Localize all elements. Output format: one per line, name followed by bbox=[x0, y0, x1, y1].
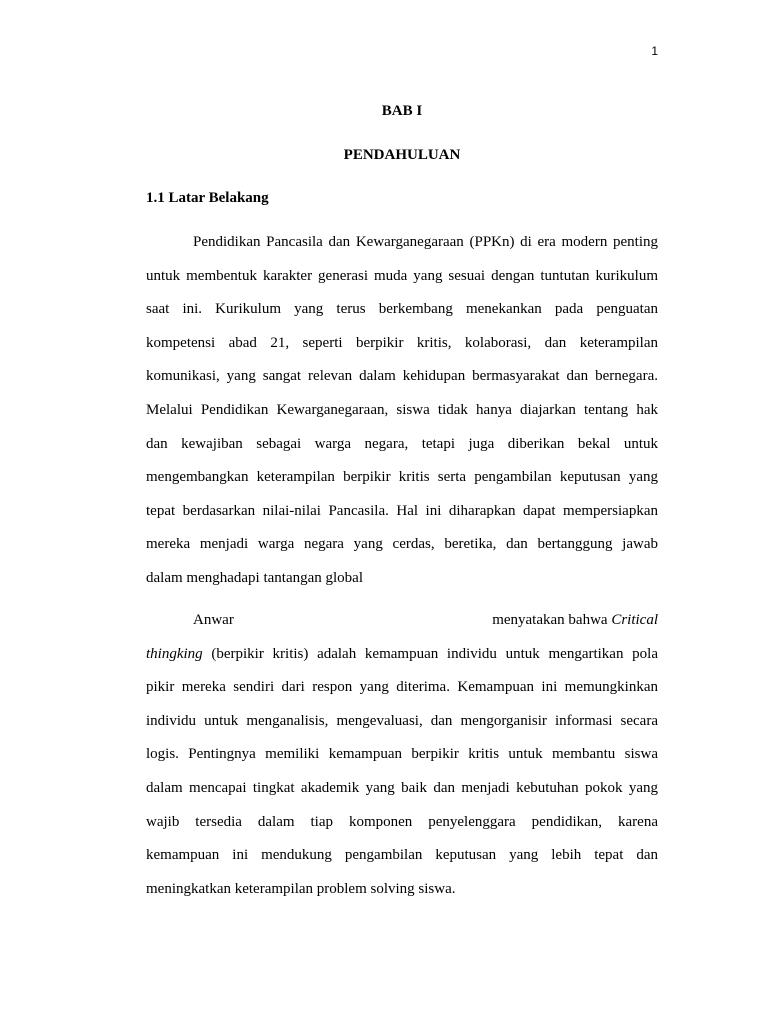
paragraph-line: pikir mereka sendiri dari respon yang diterima. Kemampuan ini memungkinkan bbox=[146, 679, 658, 696]
paragraph-line: Melalui Pendidikan Kewarganegaraan, siswa tidak hanya diajarkan tentang hak bbox=[146, 401, 658, 418]
paragraph-line: dalam mencapai tingkat akademik yang baik dan menjadi kebutuhan pokok yang bbox=[146, 779, 658, 796]
paragraph-line: saat ini. Kurikulum yang terus berkembang menekankan pada penguatan bbox=[146, 301, 658, 318]
italic-term: Critical bbox=[611, 612, 658, 628]
section-heading: 1.1 Latar Belakang bbox=[146, 190, 269, 206]
page-number: 1 bbox=[651, 44, 658, 58]
paragraph-text: menyatakan bahwa bbox=[492, 612, 608, 628]
paragraph-critical-thinking bbox=[146, 604, 658, 906]
paragraph-text: (berpikir kritis) adalah kemampuan individu untuk mengartikan pola bbox=[202, 645, 658, 662]
italic-term: thingking bbox=[146, 645, 203, 662]
paragraph-line: kemampuan ini mendukung pengambilan keputusan yang lebih tepat dan bbox=[146, 847, 658, 864]
paragraph-line bbox=[146, 604, 658, 638]
paragraph-line: tepat berdasarkan nilai-nilai Pancasila. Hal ini diharapkan dapat mempersiapkan bbox=[146, 502, 658, 519]
paragraph-line: komunikasi, yang sangat relevan dalam kehidupan bermasyarakat dan bernegara. bbox=[146, 368, 658, 385]
paragraph-line: wajib tersedia dalam tiap komponen penyelenggara pendidikan, karena bbox=[146, 813, 658, 830]
paragraph-line: meningkatkan keterampilan problem solving siswa. bbox=[146, 880, 456, 897]
paragraph-line-right bbox=[492, 604, 658, 638]
paragraph-line: dan kewajiban sebagai warga negara, tetapi juga diberikan bekal untuk bbox=[146, 435, 658, 452]
paragraph-line: logis. Pentingnya memiliki kemampuan berpikir kritis untuk membantu siswa bbox=[146, 746, 658, 763]
paragraph-line: mengembangkan keterampilan berpikir kritis serta pengambilan keputusan yang bbox=[146, 469, 658, 486]
paragraph-line: mereka menjadi warga negara yang cerdas, beretika, dan bertanggung jawab bbox=[146, 536, 658, 553]
paragraph-line: Pendidikan Pancasila dan Kewarganegaraan (PPKn) di era modern penting bbox=[193, 234, 658, 250]
paragraph-line bbox=[146, 638, 658, 672]
author-name: Anwar bbox=[193, 612, 234, 628]
chapter-label: BAB I bbox=[381, 103, 423, 119]
paragraph-latar-belakang bbox=[146, 226, 658, 596]
paragraph-line: individu untuk menganalisis, mengevaluasi, dan mengorganisir informasi secara bbox=[146, 712, 658, 729]
paragraph-line: untuk membentuk karakter generasi muda yang sesuai dengan tuntutan kurikulum bbox=[146, 267, 658, 284]
chapter-title: PENDAHULUAN bbox=[343, 147, 461, 163]
paragraph-line: dalam menghadapi tantangan global bbox=[146, 569, 364, 586]
paragraph-line: kompetensi abad 21, seperti berpikir kritis, kolaborasi, dan keterampilan bbox=[146, 334, 658, 351]
